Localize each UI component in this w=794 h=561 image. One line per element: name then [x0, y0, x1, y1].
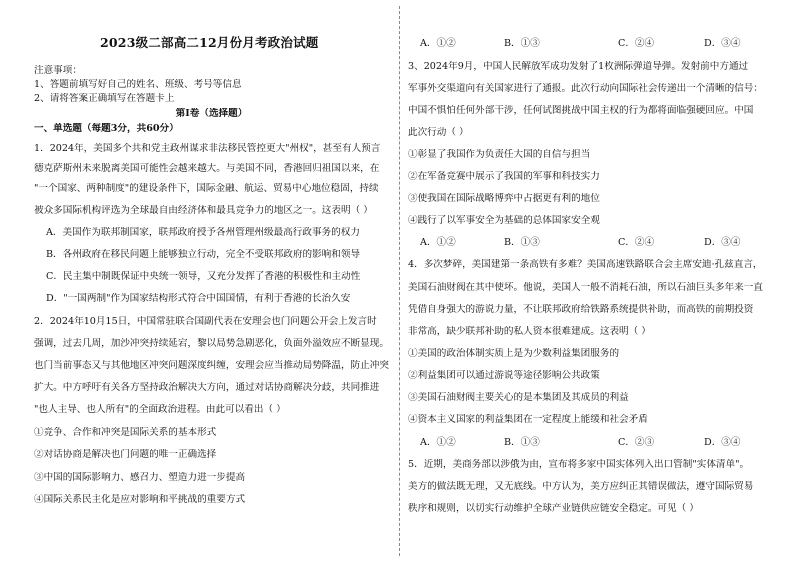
- statement-item: ②在军备竞赛中展示了我国的军事和科技实力: [408, 171, 600, 182]
- answer-option: B．①③: [504, 38, 540, 49]
- question-text: 也门当前事态又与其他地区冲突问题深度纠缠，安理会应当推动局势降温，防止冲突: [34, 360, 389, 371]
- question-text: 秩序和规则，以切实行动维护全球产业链供应链安全稳定。可见（ ）: [408, 503, 699, 514]
- question-text: 2．2024年10月15日，中国常驻联合国副代表在安理会也门问题公开会上发言时: [34, 316, 377, 327]
- notice-item: 2、请将答案正确填写在答题卡上: [34, 93, 175, 104]
- statement-item: ①美国的政治体制实质上是为少数利益集团服务的: [408, 348, 620, 359]
- question-text: 1．2024年，美国多个共和党主政州谋求非法移民管控更大"州权"，甚至有人预言: [34, 143, 381, 154]
- statement-item: ②利益集团可以通过游说等途径影响公共政策: [408, 370, 600, 381]
- answer-option: D．③④: [704, 237, 741, 248]
- statement-item: ①彰显了我国作为负责任大国的自信与担当: [408, 149, 591, 160]
- statement-item: ④践行了以军事安全为基础的总体国家安全观: [408, 215, 600, 226]
- statement-item: ③使我国在国际战略博弈中占据更有利的地位: [408, 193, 600, 204]
- exam-title: 2023级二部高二12月份月考政治试题: [100, 35, 319, 50]
- question-text: 3、2024年9月，中国人民解放军成功发射了1枚洲际弹道导弹。发射前中方通过: [408, 61, 749, 72]
- statement-item: ③美国石油财阀主要关心的是本集团及其成员的利益: [408, 392, 629, 403]
- question-text: "也人主导、也人所有"的全面政治进程。由此可以看出（ ）: [34, 404, 286, 415]
- answer-option: C．②③: [618, 437, 655, 448]
- answer-option: C．②④: [618, 38, 655, 49]
- question-text: 扩大。中方呼吁有关各方坚持政治解决大方向，通过对话协商解决分歧，共同推进: [34, 382, 380, 393]
- answer-option: B．各州政府在移民问题上能够独立行动，完全不受联邦政府的影响和领导: [46, 249, 361, 260]
- notice-heading: 注意事项：: [34, 65, 82, 76]
- question-text: 此次行动（ ）: [408, 127, 469, 138]
- column-divider: [399, 6, 400, 556]
- answer-option: C．民主集中制既保证中央统一领导，又充分发挥了香港的积极性和主动性: [46, 271, 361, 282]
- answer-option: A．①②: [420, 38, 456, 49]
- statement-item: ③中国的国际影响力、感召力、塑造力进一步提高: [34, 472, 246, 483]
- question-text: 美方的做法既无理，又无底线。中方认为，美方应纠正其错误做法，遵守国际贸易: [408, 481, 754, 492]
- answer-option: B．①③: [504, 237, 540, 248]
- answer-option: D．③④: [704, 38, 741, 49]
- statement-item: ①竞争、合作和冲突是国际关系的基本形式: [34, 427, 217, 438]
- question-text: 军事外交渠道向有关国家进行了通报。此次行动向国际社会传递出一个清晰的信号：: [408, 83, 763, 94]
- question-text: 强调，过去几周，加沙冲突持续延宕，黎以局势急剧恶化，负面外溢效应不断显现。: [34, 338, 389, 349]
- question-text: 德克萨斯州未来脱离美国可能性会越来越大。与美国不同，香港回归祖国以来，在: [34, 163, 380, 174]
- answer-option: D．"一国两制"作为国家结构形式符合中国国情，有利于香港的长治久安: [46, 293, 351, 304]
- question-text: "一个国家、两种制度"的建设条件下，国际金融、航运、贸易中心地位稳固，持续: [34, 183, 379, 194]
- answer-option: A．①②: [420, 237, 456, 248]
- question-text: 被众多国际机构评选为全球最自由经济体和最具竞争力的地区之一。这表明（ ）: [34, 205, 373, 216]
- right-column: [408, 0, 768, 561]
- statement-item: ④国际关系民主化是应对影响和平挑战的重要方式: [34, 494, 246, 505]
- question-text: 非常高，缺少联邦补助的私人资本很难建成。这表明（ ）: [408, 326, 651, 337]
- question-text: 美国石油财阀在其中使坏。他说，美国人一般不消耗石油，所以石油巨头多年来一直: [408, 282, 763, 293]
- answer-option: A．美国作为联邦制国家，联邦政府授予各州管理州级最高行政事务的权力: [46, 227, 360, 238]
- question-text: 5．近期，美商务部以涉俄为由，宣布将多家中国实体列入出口管制"实体清单"。: [408, 459, 750, 470]
- question-text: 凭借自身强大的游说力量，不让联邦政府给铁路系统提供补助，而高铁的前期投资: [408, 304, 754, 315]
- statement-item: ②对话协商是解决也门问题的唯一正确选择: [34, 449, 217, 460]
- answer-option: D．③④: [704, 437, 741, 448]
- answer-option: C．②④: [618, 237, 655, 248]
- question-text: 中国不惧怕任何外部干涉，任何试图挑战中国主权的行为都将面临强硬回应。中国: [408, 105, 754, 116]
- section-title: 第Ⅰ卷（选择题）: [175, 108, 248, 119]
- statement-item: ④资本主义国家的利益集团在一定程度上能缓和社会矛盾: [408, 414, 648, 425]
- notice-item: 1、答题前填写好自己的姓名、班级、考号等信息: [34, 79, 242, 90]
- part-heading: 一、单选题（每题3分，共60分）: [34, 123, 179, 134]
- question-text: 4．多次梦碎，美国建第一条高铁有多难？美国高速铁路联合会主席安迪·孔兹直言，: [408, 259, 763, 270]
- answer-option: A．①②: [420, 437, 456, 448]
- left-column: [34, 0, 389, 561]
- answer-option: B．①③: [504, 437, 540, 448]
